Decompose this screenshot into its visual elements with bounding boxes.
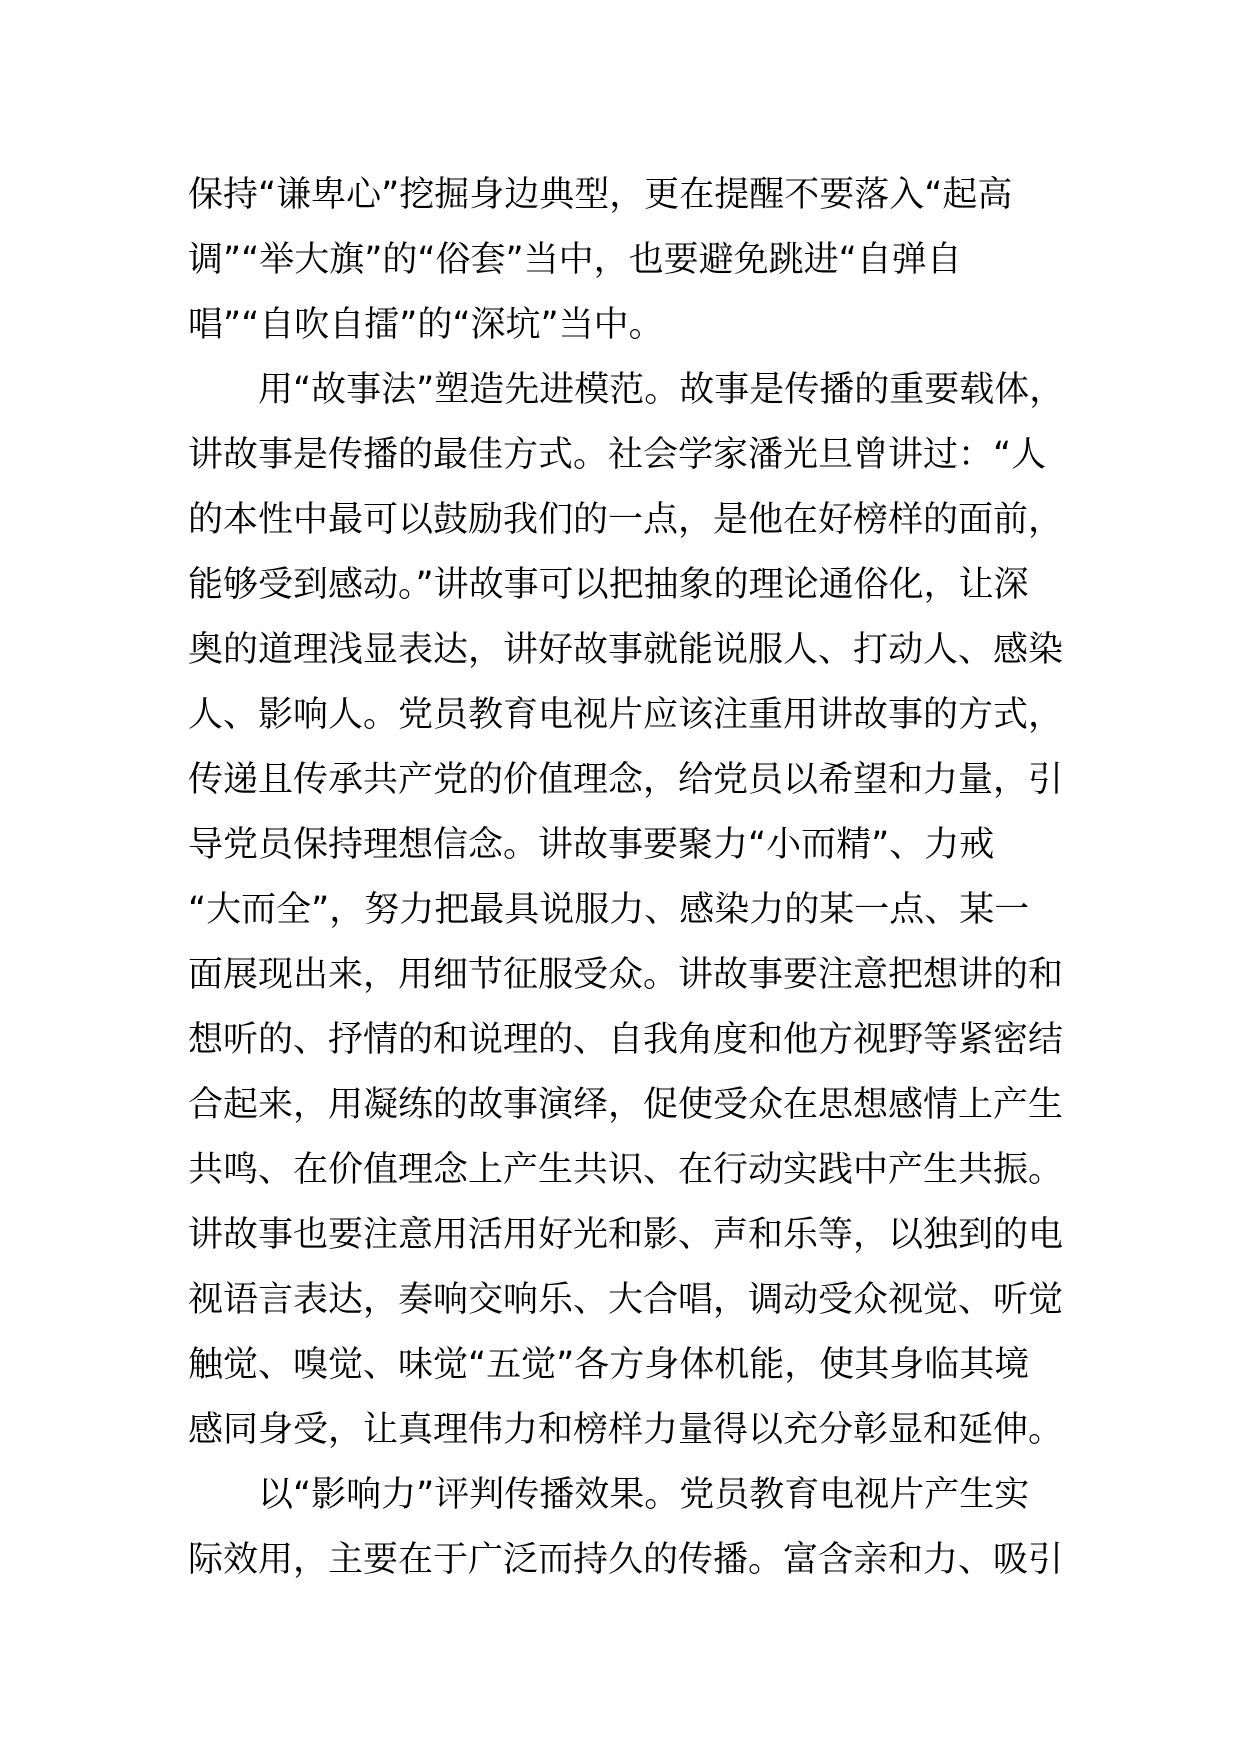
text-line: 的本性中最可以鼓励我们的一点，是他在好榜样的面前，: [188, 500, 1064, 540]
text-line: 共鸣、在价值理念上产生共识、在行动实践中产生共振。: [188, 1150, 1064, 1190]
text-line: 讲故事也要注意用活用好光和影、声和乐等，以独到的电: [188, 1215, 1064, 1255]
text-line: 保持“谦卑心”挖掘身边典型，更在提醒不要落入“起高: [188, 175, 1013, 215]
text-line: 视语言表达，奏响交响乐、大合唱，调动受众视觉、听觉: [188, 1280, 1064, 1320]
text-line: 触觉、嗅觉、味觉“五觉”各方身体机能，使其身临其境: [188, 1345, 1030, 1385]
text-line: 唱”“自吹自擂”的“深坑”当中。: [188, 305, 664, 345]
text-line: 讲故事是传播的最佳方式。社会学家潘光旦曾讲过：“人: [188, 435, 1047, 475]
body-text: [188, 163, 1068, 1593]
text-line: 奥的道理浅显表达，讲好故事就能说服人、打动人、感染: [188, 630, 1064, 670]
text-line: 人、影响人。党员教育电视片应该注重用讲故事的方式，: [188, 695, 1064, 735]
text-line: 感同身受，让真理伟力和榜样力量得以充分彰显和延伸。: [188, 1410, 1064, 1450]
text-line: “大而全”，努力把最具说服力、感染力的某一点、某一: [188, 890, 1030, 930]
text-line: 能够受到感动。”讲故事可以把抽象的理论通俗化，让深: [188, 565, 1029, 605]
text-line: 想听的、抒情的和说理的、自我角度和他方视野等紧密结: [188, 1020, 1064, 1060]
text-line: 合起来，用凝练的故事演绎，促使受众在思想感情上产生: [188, 1085, 1064, 1125]
text-line: 面展现出来，用细节征服受众。讲故事要注意把想讲的和: [188, 955, 1064, 995]
text-line: 传递且传承共产党的价值理念，给党员以希望和力量，引: [188, 760, 1064, 800]
paragraph-start-line: 用“故事法”塑造先进模范。故事是传播的重要载体，: [258, 370, 1065, 410]
text-line: 导党员保持理想信念。讲故事要聚力“小而精”、力戒: [188, 825, 995, 865]
text-line: 调”“举大旗”的“俗套”当中，也要避免跳进“自弹自: [188, 240, 962, 280]
text-line: 际效用，主要在于广泛而持久的传播。富含亲和力、吸引: [188, 1540, 1064, 1580]
paragraph-start-line: 以“影响力”评判传播效果。党员教育电视片产生实: [258, 1475, 1030, 1515]
